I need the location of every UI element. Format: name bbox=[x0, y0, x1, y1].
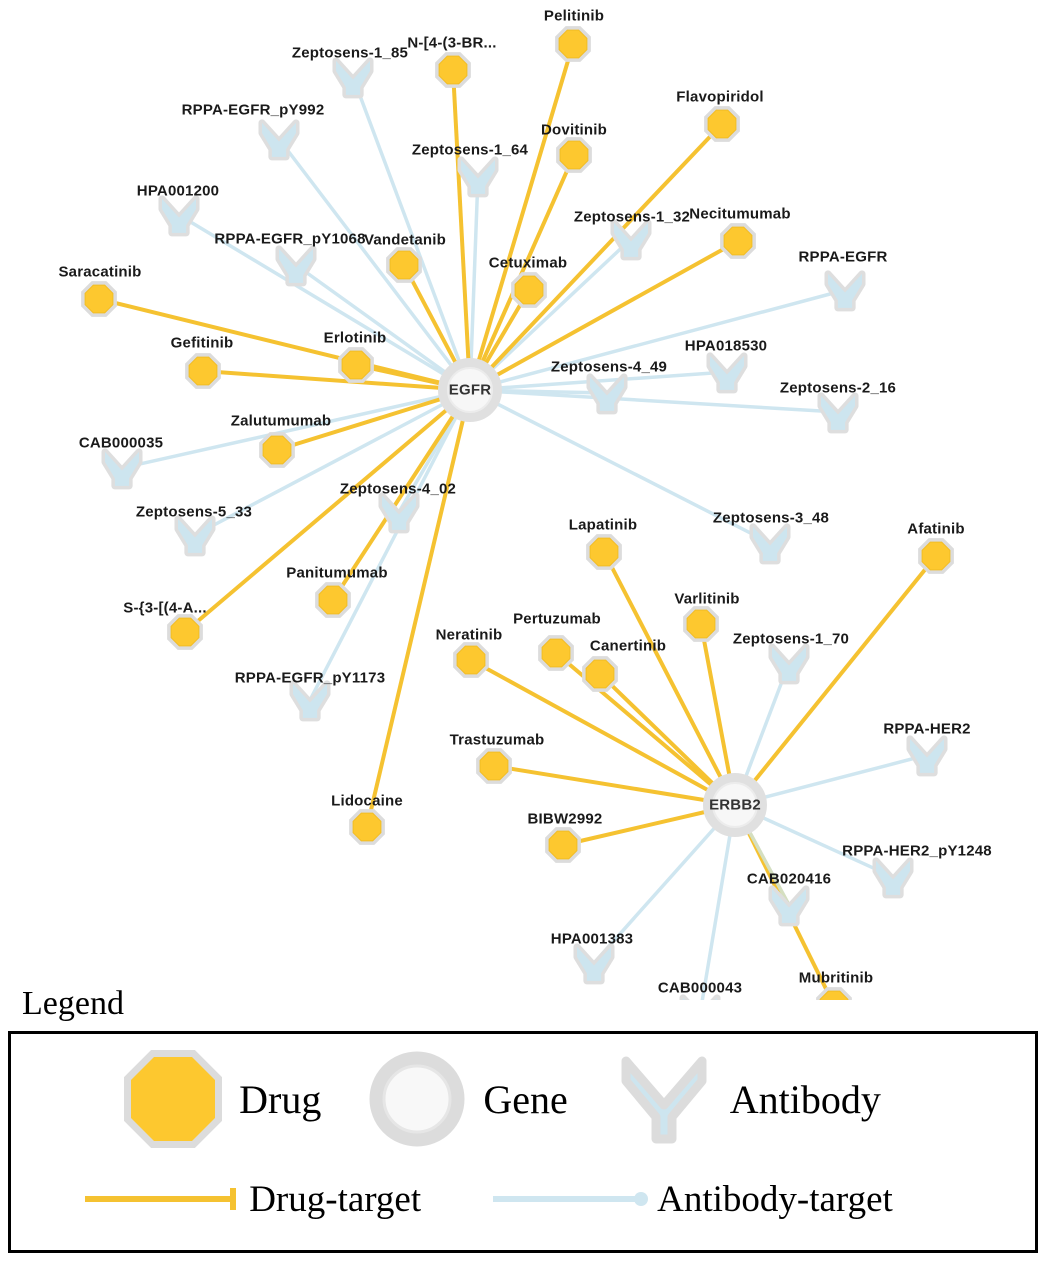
antibody-node[interactable] bbox=[105, 452, 139, 486]
drug-target-edge bbox=[453, 70, 470, 390]
antibody-node[interactable] bbox=[710, 356, 744, 390]
gene-label: EGFR bbox=[448, 381, 492, 399]
drug-label: Neratinib bbox=[435, 626, 503, 644]
antibody-node[interactable] bbox=[577, 947, 611, 981]
drug-node[interactable] bbox=[922, 542, 950, 570]
drug-label: Pertuzumab bbox=[513, 610, 601, 628]
antibody-label: Zeptosens-5_33 bbox=[135, 503, 253, 521]
drug-icon bbox=[121, 1047, 225, 1151]
gene-legend-label: Gene bbox=[483, 1076, 568, 1122]
drug-label: Erlotinib bbox=[323, 329, 387, 347]
legend-box bbox=[8, 1031, 1038, 1253]
drug-node[interactable] bbox=[390, 251, 418, 279]
drug-label: Afatinib bbox=[907, 520, 965, 538]
antibody-label: Zeptosens-1_85 bbox=[291, 44, 409, 62]
drug-target-legend-label: Drug-target bbox=[249, 1178, 422, 1220]
drug-node[interactable] bbox=[560, 141, 588, 169]
drug-node[interactable] bbox=[457, 646, 485, 674]
antibody-label: Zeptosens-1_64 bbox=[411, 141, 529, 159]
antibody-label: CAB000035 bbox=[78, 434, 164, 452]
antibody-legend bbox=[612, 1047, 925, 1151]
antibody-legend-label: Antibody bbox=[729, 1076, 881, 1122]
drug-node[interactable] bbox=[586, 660, 614, 688]
antibody-label: RPPA-EGFR bbox=[798, 248, 888, 266]
antibody-icon bbox=[612, 1047, 716, 1151]
antibody-node[interactable] bbox=[461, 160, 495, 194]
gene-label: ERBB2 bbox=[709, 796, 761, 814]
antibody-target-edge bbox=[470, 176, 478, 390]
drug-label: Zalutumumab bbox=[230, 412, 332, 430]
drug-label: Saracatinib bbox=[58, 263, 142, 281]
antibody-label: RPPA-EGFR_pY1068 bbox=[214, 230, 366, 248]
antibody-node[interactable] bbox=[876, 861, 910, 895]
antibody-label: Zeptosens-2_16 bbox=[779, 379, 897, 397]
antibody-node[interactable] bbox=[772, 889, 806, 923]
antibody-label: HPA018530 bbox=[684, 337, 768, 355]
drug-target-edge bbox=[367, 390, 470, 827]
gene-legend bbox=[365, 1047, 611, 1151]
drug-label: Dovitinib bbox=[541, 121, 607, 139]
drug-node[interactable] bbox=[480, 752, 508, 780]
drug-node[interactable] bbox=[549, 831, 577, 859]
antibody-target-legend-label: Antibody-target bbox=[657, 1178, 893, 1220]
drug-label: Necitumumab bbox=[689, 205, 791, 223]
drug-label: Cetuximab bbox=[488, 254, 568, 272]
drug-node[interactable] bbox=[708, 110, 736, 138]
drug-label: BIBW2992 bbox=[527, 810, 603, 828]
antibody-label: Zeptosens-1_32 bbox=[573, 208, 691, 226]
drug-label: Pelitinib bbox=[543, 7, 605, 25]
drug-legend-label: Drug bbox=[239, 1076, 322, 1122]
drug-target-edge bbox=[732, 556, 936, 805]
drug-node[interactable] bbox=[342, 351, 370, 379]
antibody-target-edge-icon bbox=[491, 1186, 651, 1212]
antibody-label: Zeptosens-4_02 bbox=[339, 480, 457, 498]
antibody-node[interactable] bbox=[910, 739, 944, 773]
drug-node[interactable] bbox=[171, 618, 199, 646]
legend bbox=[8, 985, 1048, 1253]
drug-label: Flavopiridol bbox=[676, 88, 764, 106]
antibody-node[interactable] bbox=[336, 61, 370, 95]
drug-label: N-[4-(3-BR... bbox=[407, 34, 497, 52]
drug-label: Canertinib bbox=[589, 637, 667, 655]
drug-node[interactable] bbox=[263, 436, 291, 464]
gene-icon bbox=[365, 1047, 469, 1151]
antibody-label: HPA001383 bbox=[550, 930, 634, 948]
drug-target-edge-icon bbox=[83, 1186, 243, 1212]
drug-label: Mubritinib bbox=[798, 969, 874, 987]
drug-label: Trastuzumab bbox=[449, 731, 545, 749]
antibody-node[interactable] bbox=[293, 684, 327, 718]
drug-node[interactable] bbox=[189, 357, 217, 385]
drug-label: Gefitinib bbox=[170, 334, 234, 352]
drug-node[interactable] bbox=[542, 639, 570, 667]
antibody-node[interactable] bbox=[828, 274, 862, 308]
drug-legend bbox=[121, 1047, 365, 1151]
drug-node[interactable] bbox=[724, 227, 752, 255]
antibody-target-edge bbox=[310, 390, 470, 700]
antibody-node[interactable] bbox=[821, 396, 855, 430]
antibody-label: RPPA-HER2 bbox=[883, 720, 971, 738]
antibody-label: HPA001200 bbox=[136, 182, 220, 200]
antibody-label: CAB000043 bbox=[657, 979, 743, 997]
drug-node[interactable] bbox=[559, 30, 587, 58]
antibody-node[interactable] bbox=[753, 527, 787, 561]
antibody-label: RPPA-EGFR_pY1173 bbox=[234, 669, 386, 687]
antibody-label: Zeptosens-4_49 bbox=[550, 358, 668, 376]
drug-label: Lapatinib bbox=[568, 516, 638, 534]
drug-node[interactable] bbox=[439, 56, 467, 84]
drug-label: Lidocaine bbox=[331, 792, 403, 810]
drug-node[interactable] bbox=[590, 538, 618, 566]
drug-node[interactable] bbox=[85, 285, 113, 313]
antibody-node[interactable] bbox=[178, 519, 212, 553]
drug-label: S-{3-[(4-A... bbox=[123, 599, 207, 617]
drug-label: Vandetanib bbox=[363, 231, 447, 249]
antibody-label: CAB020416 bbox=[746, 870, 832, 888]
drug-node[interactable] bbox=[515, 276, 543, 304]
antibody-label: Zeptosens-3_48 bbox=[712, 509, 830, 527]
drug-node[interactable] bbox=[353, 813, 381, 841]
antibody-node[interactable] bbox=[772, 647, 806, 681]
antibody-label: RPPA-EGFR_pY992 bbox=[181, 101, 325, 119]
antibody-node[interactable] bbox=[162, 199, 196, 233]
antibody-label: RPPA-HER2_pY1248 bbox=[842, 842, 992, 860]
legend-title: Legend bbox=[22, 985, 124, 1022]
drug-node[interactable] bbox=[687, 610, 715, 638]
antibody-label: Zeptosens-1_70 bbox=[732, 630, 850, 648]
drug-node[interactable] bbox=[319, 586, 347, 614]
drug-label: Panitumumab bbox=[286, 564, 388, 582]
drug-label: Varlitinib bbox=[674, 590, 740, 608]
